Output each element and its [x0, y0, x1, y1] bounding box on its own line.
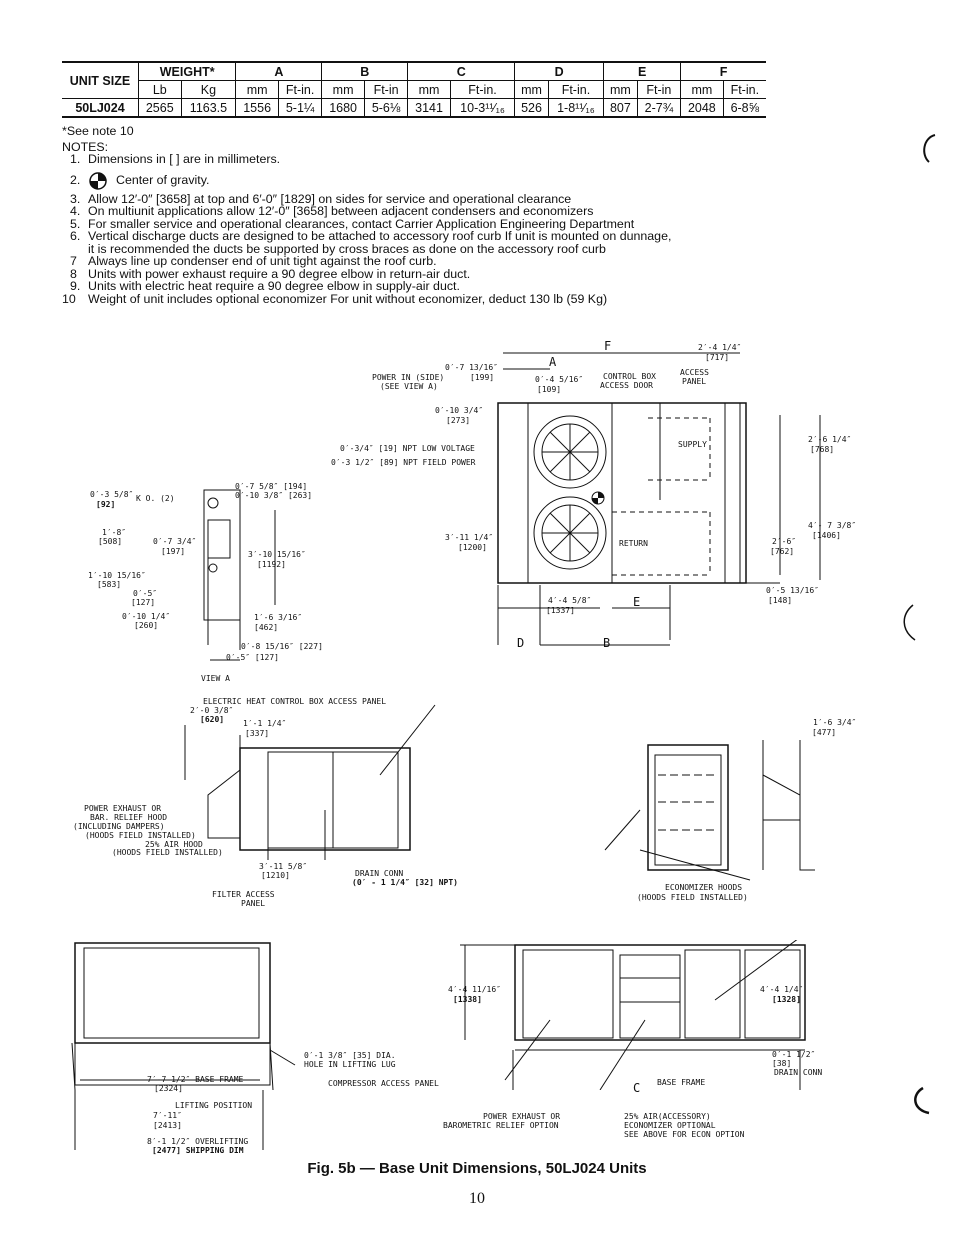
side-620: [620]: [200, 715, 225, 724]
hdr-b: B: [322, 62, 408, 81]
sub-cell: mm: [236, 81, 279, 99]
view-a-0-5: 0′-5″: [133, 589, 158, 598]
row-cell: 1163.5: [181, 99, 236, 118]
drain-label-2: (0′ - 1 1/4″ [32] NPT): [352, 878, 458, 887]
scan-mark: [915, 130, 945, 170]
pe-label-1: POWER EXHAUST OR: [84, 804, 162, 813]
table-subheader-row: [62, 81, 766, 99]
row-cell: 1556: [236, 99, 279, 118]
side-1210: [1210]: [261, 871, 290, 880]
page-number: 10: [469, 1190, 485, 1207]
field-power-label: 0′-3 1/2″ [89] NPT FIELD POWER: [331, 458, 476, 467]
dim-2-4: 2′-4 1/4″: [698, 343, 742, 352]
view-a-462: [462]: [254, 623, 279, 632]
end-lift: LIFTING POSITION: [175, 1101, 253, 1110]
note-item: 4. On multiunit applications allow 12′-0″ [3658] between adjacent condensers and economizers: [70, 204, 594, 218]
sub-cell: mm: [408, 81, 451, 99]
end-2413: [2413]: [153, 1121, 182, 1130]
sub-cell: Ft-in.: [450, 81, 514, 99]
front-1338: [1338]: [453, 995, 482, 1004]
dim-1406: [1406]: [812, 531, 841, 540]
low-voltage-label: 0′-3/4″ [19] NPT LOW VOLTAGE: [340, 444, 475, 453]
row-cell: 2565: [139, 99, 182, 118]
sub-cell: Ft-in: [364, 81, 407, 99]
side-337: [337]: [245, 729, 270, 738]
side-3-11: 3′-11 5/8″: [259, 862, 308, 871]
sub-cell: mm: [515, 81, 549, 99]
sub-cell: Ft-in: [637, 81, 680, 99]
dim-0-5: 0′-5 13/16″: [766, 586, 819, 595]
note-item: 2. Center of gravity.: [62, 172, 762, 190]
filter-label-1: FILTER ACCESS: [212, 890, 275, 899]
sub-cell: Kg: [181, 81, 236, 99]
row-cell: 2048: [681, 99, 724, 118]
base-frame-label: BASE FRAME: [657, 1078, 706, 1087]
note-item: it is recommended the ducts be supported by cross braces as done on the accessory roof curb: [88, 241, 606, 256]
dim-0-4: 0′-4 5/16″: [535, 375, 584, 384]
view-a-0-3: 0′-3 5/8″: [90, 490, 134, 499]
front-ec-2: ECONOMIZER OPTIONAL: [624, 1121, 716, 1130]
dim-a: A: [549, 355, 557, 369]
view-a-0-8: 0′-8 15/16″ [227]: [241, 642, 323, 651]
pe-label-4: (HOODS FIELD INSTALLED): [85, 831, 196, 840]
access-door-label: ACCESS DOOR: [600, 381, 653, 390]
note-item: 9. Units with electric heat require a 90 degree elbow in supply-air duct.: [70, 279, 460, 293]
notes-block: [62, 125, 762, 305]
dim-2-6a: 2′-6 1/4″: [808, 435, 852, 444]
heat-box-label: ELECTRIC HEAT CONTROL BOX ACCESS PANEL: [203, 697, 387, 706]
side-2-0: 2′-0 3/8″: [190, 706, 234, 715]
note-item: 1. Dimensions in [ ] are in millimeters.: [70, 152, 281, 166]
view-a-92: [92]: [96, 500, 116, 509]
front-ec-1: 25% AIR(ACCESSORY): [624, 1112, 711, 1121]
see-note: *See note 10: [62, 124, 134, 138]
view-a-127: [127]: [131, 598, 156, 607]
supply-label: SUPPLY: [678, 440, 707, 449]
row-cell: 3141: [408, 99, 451, 118]
view-a-0-10b: 0′-10 1/4″: [122, 612, 171, 621]
view-a-ko: K O. (2): [136, 494, 175, 503]
view-a-1-6: 1′-6 3/16″: [254, 613, 303, 622]
view-a-583: [583]: [97, 580, 122, 589]
front-1328: [1328]: [772, 995, 801, 1004]
sub-cell: mm: [604, 81, 638, 99]
table-row: [62, 99, 766, 118]
hdr-f: F: [681, 62, 766, 81]
dim-768: [768]: [810, 445, 835, 454]
hdr-e: E: [604, 62, 681, 81]
sub-cell: Lb: [139, 81, 182, 99]
dim-1337: [1337]: [546, 606, 575, 615]
view-a-1192: [1192]: [257, 560, 286, 569]
control-box-label: CONTROL BOX: [603, 372, 656, 381]
dim-4-7: 4′- 7 3/8″: [808, 521, 857, 530]
row-cell: 50LJ024: [62, 99, 139, 118]
hdr-d: D: [515, 62, 604, 81]
sub-cell: Ft-in.: [723, 81, 766, 99]
filter-label-2: PANEL: [241, 899, 266, 908]
row-cell: 807: [604, 99, 638, 118]
dimension-table: [62, 61, 766, 118]
row-cell: 526: [515, 99, 549, 118]
sub-cell: mm: [681, 81, 724, 99]
note-item: 7 Always line up condenser end of unit tight against the roof curb.: [70, 254, 437, 268]
view-a-1-10: 1′-10 15/16″: [88, 571, 146, 580]
sub-cell: Ft-in.: [278, 81, 321, 99]
hdr-a: A: [236, 62, 322, 81]
econ-hoods-2: (HOODS FIELD INSTALLED): [637, 893, 748, 902]
row-cell: 10-3¹¹⁄₁₆: [450, 99, 514, 118]
view-a-260: [260]: [134, 621, 159, 630]
see-view-label: (SEE VIEW A): [380, 382, 438, 391]
dim-717: [717]: [705, 353, 730, 362]
figure-caption: Fig. 5b — Base Unit Dimensions, 50LJ024 Units: [307, 1160, 647, 1177]
side-1-1: 1′-1 1/4″: [243, 719, 287, 728]
row-cell: 1680: [322, 99, 365, 118]
front-pe-1: POWER EXHAUST OR: [483, 1112, 561, 1121]
end-hole-2: HOLE IN LIFTING LUG: [304, 1060, 396, 1069]
sub-cell: mm: [322, 81, 365, 99]
dim-4-4: 4′-4 5/8″: [548, 596, 592, 605]
pe-label-3: (INCLUDING DAMPERS): [73, 822, 165, 831]
view-a-197: [197]: [161, 547, 186, 556]
access-label: ACCESS: [680, 368, 709, 377]
row-cell: 6-8⅝: [723, 99, 766, 118]
note-item: 5. For smaller service and operational clearances, contact Carrier Application Engineering Department: [70, 216, 635, 231]
note-item: 6. Vertical discharge ducts are designed to be attached to accessory roof curb If unit is mounted on dunnage,: [70, 229, 672, 243]
dim-d: D: [517, 636, 525, 650]
front-4-4b: 4′-4 1/4″: [760, 985, 804, 994]
front-drain: DRAIN CONN: [774, 1068, 823, 1077]
end-hole-1: 0′-1 3/8″ [35] DIA.: [304, 1051, 396, 1060]
dim-199: [199]: [470, 373, 495, 382]
compressor-label: COMPRESSOR ACCESS PANEL: [328, 1079, 439, 1088]
panel-label: PANEL: [682, 377, 707, 386]
dim-b: B: [603, 636, 611, 650]
scan-mark: [895, 600, 925, 645]
front-pe-2: BAROMETRIC RELIEF OPTION: [443, 1121, 559, 1130]
notes-title: NOTES:: [62, 139, 109, 154]
sub-cell: Ft-in.: [548, 81, 603, 99]
dim-e: E: [633, 595, 641, 609]
center-of-gravity-icon: [88, 172, 110, 190]
air-hood-label-2: (HOODS FIELD INSTALLED): [112, 848, 223, 857]
view-a-508: [508]: [98, 537, 123, 546]
econ-hoods-1: ECONOMIZER HOODS: [665, 883, 743, 892]
view-a-0-5b: 0′-5″ [127]: [226, 653, 279, 662]
econ-1-6: 1′-6 3/4″: [813, 718, 857, 727]
dim-273: [273]: [446, 416, 471, 425]
view-a-3-10: 3′-10 15/16″: [248, 550, 306, 559]
scan-mark: [905, 1085, 935, 1120]
front-0-1: 0′-1 1/2″: [772, 1050, 816, 1059]
row-cell: 1-8¹¹⁄₁₆: [548, 99, 603, 118]
dim-109: [109]: [537, 385, 562, 394]
air-hood-label-1: 25% AIR HOOD: [145, 840, 203, 849]
end-2324: [2324]: [154, 1084, 183, 1093]
hdr-weight: WEIGHT*: [139, 62, 236, 81]
dim-1200: [1200]: [458, 543, 487, 552]
end-2477: [2477] SHIPPING DIM: [152, 1146, 244, 1155]
dim-2-6b: 2′-6″: [772, 537, 797, 546]
front-c: C: [633, 1081, 641, 1095]
drain-label-1: DRAIN CONN: [355, 869, 404, 878]
view-a-0-10: 0′-10 3/8″ [263]: [235, 491, 313, 500]
dim-762: [762]: [770, 547, 795, 556]
note-item: 8 Units with power exhaust require a 90 degree elbow in return-air duct.: [70, 266, 471, 281]
view-a-0-7b: 0′-7 3/4″: [153, 537, 197, 546]
note-item: 10 Weight of unit includes optional economizer For unit without economizer, deduct 130 lb (59 Kg): [62, 291, 608, 306]
front-38: [38]: [772, 1059, 792, 1068]
end-7-11: 7′-11″: [153, 1111, 182, 1120]
power-in-label: POWER IN (SIDE): [372, 373, 445, 382]
row-cell: 5-1¼: [278, 99, 321, 118]
dim-0-10: 0′-10 3/4″: [435, 406, 484, 415]
dim-148: [148]: [768, 596, 793, 605]
return-label: RETURN: [619, 539, 648, 548]
front-ec-3: SEE ABOVE FOR ECON OPTION: [624, 1130, 745, 1139]
row-cell: 5-6⅛: [364, 99, 407, 118]
end-7-7: 7′-7 1/2″ BASE FRAME: [147, 1075, 244, 1084]
dim-0-7: 0′-7 13/16″: [445, 363, 498, 372]
dim-3-11: 3′-11 1/4″: [445, 533, 494, 542]
view-a-label: VIEW A: [201, 674, 230, 683]
pe-label-2: BAR. RELIEF HOOD: [90, 813, 168, 822]
front-4-4a: 4′-4 11/16″: [448, 985, 501, 994]
note-item: 3. Allow 12′-0″ [3658] at top and 6′-0″ [1829] on sides for service and operational clearance: [70, 191, 572, 206]
hdr-c: C: [408, 62, 515, 81]
view-a-0-7: 0′-7 5/8″ [194]: [235, 482, 308, 491]
hdr-unit-size: UNIT SIZE: [62, 62, 139, 99]
view-a-1-8: 1′-8″: [102, 528, 127, 537]
row-cell: 2-7¾: [637, 99, 680, 118]
end-8-1: 8′-1 1/2″ OVERLIFTING: [147, 1137, 249, 1146]
econ-477: [477]: [812, 728, 837, 737]
dim-f: F: [604, 339, 612, 353]
